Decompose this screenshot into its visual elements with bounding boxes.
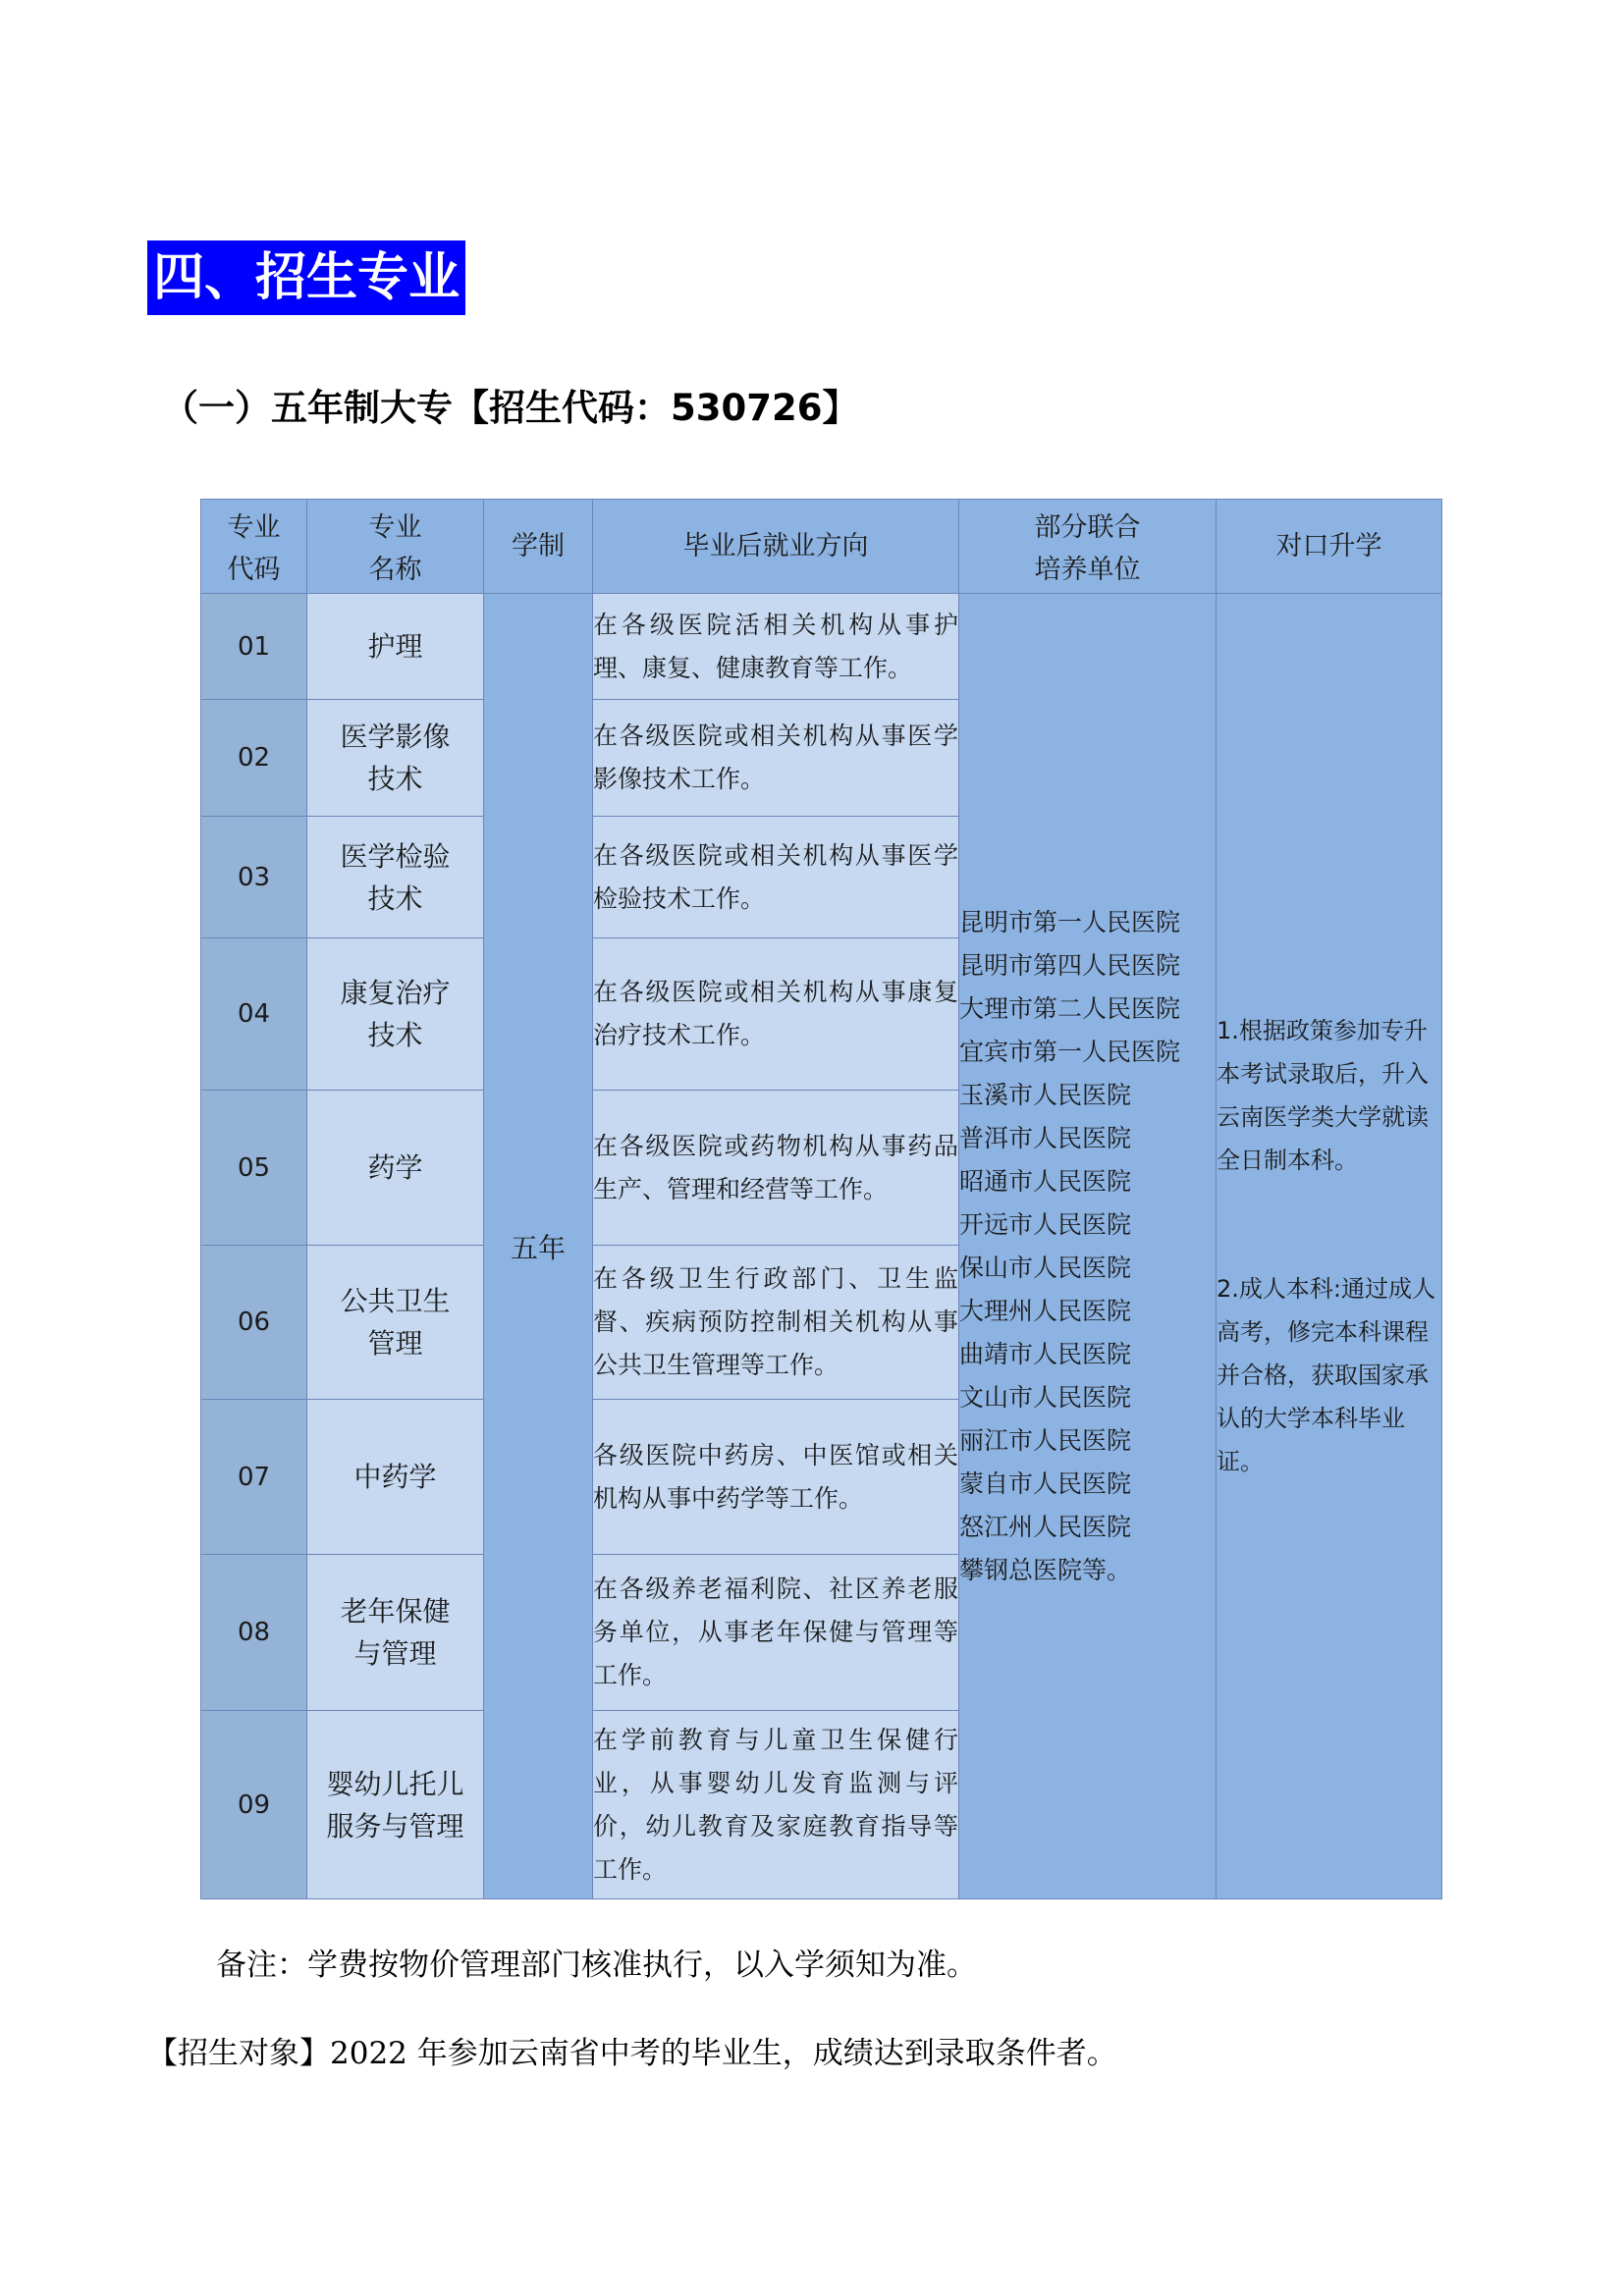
career-direction: 各级医院中药房、中医馆或相关机构从事中药学等工作。 — [593, 1400, 959, 1555]
major-code: 09 — [201, 1711, 307, 1899]
header-duration: 学制 — [484, 500, 593, 594]
header-career: 毕业后就业方向 — [593, 500, 959, 594]
major-name-line: 康复治疗 — [340, 977, 451, 1009]
major-name-line: 药学 — [367, 1151, 423, 1184]
career-direction: 在各级医院或相关机构从事医学影像技术工作。 — [593, 700, 959, 817]
upgrade-path — [1217, 594, 1442, 1899]
partner-item: 丽江市人民医院 — [959, 1425, 1132, 1455]
header-code — [201, 500, 307, 594]
sub-heading: （一）五年制大专【招生代码：530726】 — [162, 387, 859, 429]
header-code-line1: 专业 — [227, 511, 281, 543]
upgrade-item: 1.根据政策参加专升本考试录取后，升入云南医学类大学就读全日制本科。 — [1217, 1017, 1429, 1174]
major-code: 04 — [201, 938, 307, 1091]
enrollment-target: 【招生对象】2022 年参加云南省中考的毕业生，成绩达到录取条件者。 — [147, 2036, 1117, 2071]
partner-item: 昆明市第四人民医院 — [959, 950, 1181, 980]
career-direction: 在各级卫生行政部门、卫生监督、疾病预防控制相关机构从事公共卫生管理等工作。 — [593, 1246, 959, 1400]
partner-item: 文山市人民医院 — [959, 1382, 1132, 1412]
header-name-line2: 名称 — [368, 554, 422, 585]
major-name — [307, 1246, 484, 1400]
major-code: 03 — [201, 817, 307, 938]
major-name-line: 婴幼儿托儿 — [326, 1767, 464, 1800]
partner-item: 曲靖市人民医院 — [959, 1339, 1132, 1368]
major-name — [307, 1711, 484, 1899]
partner-item: 昭通市人民医院 — [959, 1166, 1132, 1196]
major-name-line: 服务与管理 — [326, 1809, 464, 1842]
partner-item: 攀钢总医院等。 — [959, 1555, 1132, 1584]
major-name-line: 医学影像 — [340, 721, 451, 753]
career-direction: 在各级医院或相关机构从事医学检验技术工作。 — [593, 817, 959, 938]
major-code: 02 — [201, 700, 307, 817]
major-name — [307, 594, 484, 700]
career-direction: 在各级医院活相关机构从事护理、康复、健康教育等工作。 — [593, 594, 959, 700]
major-code: 06 — [201, 1246, 307, 1400]
career-direction: 在学前教育与儿童卫生保健行业，从事婴幼儿发育监测与评价，幼儿教育及家庭教育指导等工作。 — [593, 1711, 959, 1899]
header-name-line1: 专业 — [368, 511, 422, 543]
table-row — [201, 594, 1442, 700]
major-name — [307, 700, 484, 817]
major-code: 07 — [201, 1400, 307, 1555]
partner-item: 宜宾市第一人民医院 — [959, 1037, 1181, 1066]
header-partners-line2: 培养单位 — [1034, 554, 1141, 585]
major-name-line: 管理 — [367, 1327, 423, 1360]
major-name-line: 技术 — [367, 881, 423, 915]
partner-units — [959, 594, 1217, 1899]
header-name — [307, 500, 484, 594]
major-name-line: 技术 — [367, 763, 423, 795]
partner-item: 普洱市人民医院 — [959, 1123, 1132, 1152]
major-name-line: 护理 — [367, 630, 423, 663]
partner-item: 玉溪市人民医院 — [959, 1080, 1132, 1109]
major-name-line: 公共卫生 — [340, 1285, 451, 1317]
major-name — [307, 817, 484, 938]
major-name-line: 与管理 — [353, 1637, 437, 1670]
major-name-line: 医学检验 — [340, 839, 451, 873]
career-direction: 在各级医院或药物机构从事药品生产、管理和经营等工作。 — [593, 1091, 959, 1246]
upgrade-item: 2.成人本科:通过成人高考，修完本科课程并合格，获取国家承认的大学本科毕业证。 — [1217, 1275, 1435, 1475]
major-name — [307, 1555, 484, 1711]
header-upgrade: 对口升学 — [1217, 500, 1442, 594]
major-code: 05 — [201, 1091, 307, 1246]
major-name-line: 老年保健 — [340, 1595, 451, 1628]
partner-item: 怒江州人民医院 — [959, 1512, 1132, 1541]
major-name-line: 中药学 — [353, 1461, 437, 1493]
major-code: 01 — [201, 594, 307, 700]
partner-item: 大理市第二人民医院 — [959, 993, 1181, 1023]
partner-item: 蒙自市人民医院 — [959, 1468, 1132, 1498]
partner-item: 开远市人民医院 — [959, 1209, 1132, 1239]
tuition-note: 备注：学费按物价管理部门核准执行，以入学须知为准。 — [216, 1948, 977, 1983]
career-direction: 在各级养老福利院、社区养老服务单位，从事老年保健与管理等工作。 — [593, 1555, 959, 1711]
major-name-line: 技术 — [367, 1019, 423, 1051]
partner-item: 昆明市第一人民医院 — [959, 907, 1181, 936]
major-code: 08 — [201, 1555, 307, 1711]
duration-cell: 五年 — [484, 594, 593, 1899]
header-code-line2: 代码 — [227, 554, 281, 585]
header-partners — [959, 500, 1217, 594]
major-name — [307, 1091, 484, 1246]
header-partners-line1: 部分联合 — [1034, 511, 1141, 543]
table-header-row — [201, 500, 1442, 594]
major-name — [307, 1400, 484, 1555]
major-name — [307, 938, 484, 1091]
section-heading: 四、招生专业 — [147, 240, 465, 315]
partner-item: 保山市人民医院 — [959, 1253, 1132, 1282]
career-direction: 在各级医院或相关机构从事康复治疗技术工作。 — [593, 938, 959, 1091]
partner-item: 大理州人民医院 — [959, 1296, 1132, 1325]
majors-table — [200, 499, 1442, 1899]
